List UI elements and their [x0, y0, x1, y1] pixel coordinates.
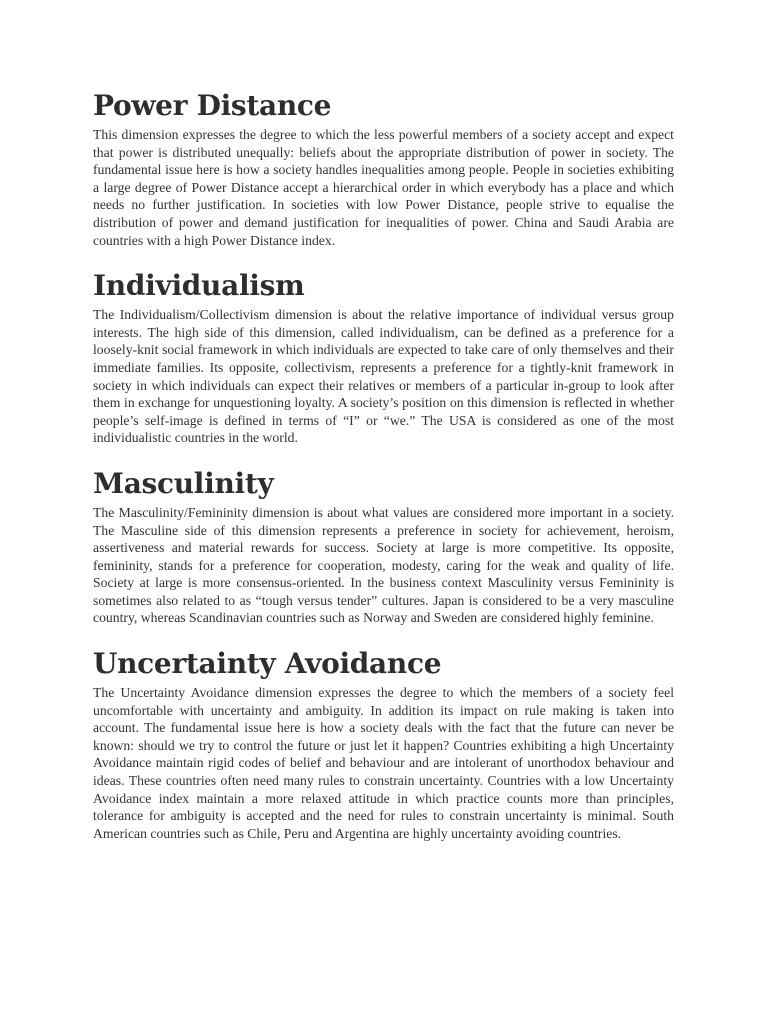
- section-heading-individualism: Individualism: [93, 269, 305, 303]
- section-body-uncertainty-avoidance: The Uncertainty Avoidance dimension expresses the degree to which the members of a society feel uncomfortable with uncertainty and ambiguity. In addition its impact on rule making is taken into account. The fundamental issue here is how a society deals with the fact that the future can never be known: should we try to control the future or just let it happen? Countries exhibiting a high Uncertainty Avoidance maintain rigid codes of belief and behaviour and are intolerant of unorthodox behaviour and ideas. These countries often need many rules to constrain uncertainty. Countries with a low Uncertainty Avoidance index maintain a more relaxed attitude in which practice counts more than principles, tolerance for ambiguity is accepted and the need for rules to constrain uncertainty is minimal. South American countries such as Chile, Peru and Argentina are highly uncertainty avoiding countries.: [93, 685, 674, 841]
- section-body-masculinity: The Masculinity/Femininity dimension is about what values are considered more important in a society. The Masculine side of this dimension represents a preference in society for achievement, heroism, assertiveness and material rewards for success. Society at large is more competitive. Its opposite, femininity, stands for a preference for cooperation, modesty, caring for the weak and quality of life. Society at large is more consensus-oriented. In the business context Masculinity versus Femininity is sometimes also related to as “tough versus tender” cultures. Japan is considered to be a very masculine country, whereas Scandinavian countries such as Norway and Sweden are considered highly feminine.: [93, 504, 674, 626]
- section-masculinity: [93, 464, 674, 627]
- section-spacer: [93, 249, 674, 266]
- section-heading-masculinity: Masculinity: [93, 466, 274, 500]
- section-spacer: [93, 447, 674, 464]
- document-page: [93, 86, 674, 842]
- section-heading-uncertainty-avoidance: Uncertainty Avoidance: [93, 647, 442, 681]
- section-body-power-distance: This dimension expresses the degree to which the less powerful members of a society accept and expect that power is distributed unequally: beliefs about the appropriate distribution of power in society. The fundamental issue here is how a society handles inequalities among people. People in societies exhibiting a large degree of Power Distance accept a hierarchical order in which everybody has a place and which needs no further justification. In societies with low Power Distance, people strive to equalise the distribution of power and demand justification for inequalities of power. China and Saudi Arabia are countries with a high Power Distance index.: [93, 127, 674, 248]
- section-individualism: [93, 266, 674, 447]
- section-body-individualism: The Individualism/Collectivism dimension is about the relative importance of individual versus group interests. The high side of this dimension, called individualism, can be defined as a preference for a loosely-knit social framework in which individuals are expected to take care of only themselves and their immediate families. Its opposite, collectivism, represents a preference for a tightly-knit framework in society in which individuals can expect their relatives or members of a particular in-group to look after them in exchange for unquestioning loyalty. A society’s position on this dimension is reflected in whether people’s self-image is defined in terms of “I” or “we.” The USA is considered as one of the most individualistic countries in the world.: [93, 307, 674, 446]
- section-power-distance: [93, 86, 674, 249]
- section-heading-power-distance: Power Distance: [93, 89, 332, 122]
- section-uncertainty-avoidance: [93, 644, 674, 842]
- section-spacer: [93, 627, 674, 644]
